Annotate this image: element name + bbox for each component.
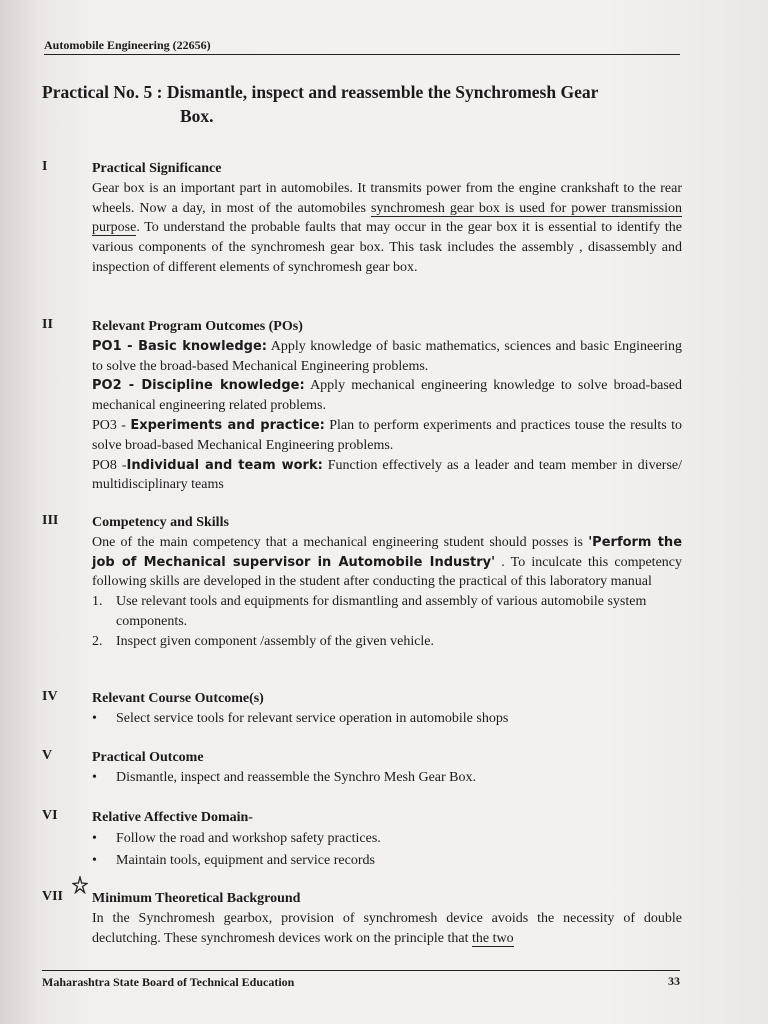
section-paragraph (92, 533, 682, 592)
po3-entry (92, 416, 682, 456)
list-number: 1. (92, 594, 103, 610)
section-heading: Relative Affective Domain- (92, 810, 253, 825)
handwritten-star-mark (72, 876, 88, 899)
section-number: III (42, 513, 59, 528)
section-paragraph (92, 179, 682, 278)
paragraph-text: In the Synchromesh gearbox, provision of synchromesh device avoids the necessity of double declutching. These synchromesh devices work on the principle that (92, 910, 682, 946)
list-item-text: Inspect given component /assembly of the given vehicle. (116, 633, 435, 649)
po8-label: Individual and team work: (126, 457, 323, 473)
section-heading: Practical Significance (92, 161, 222, 176)
po3-prefix: PO3 - (92, 417, 131, 433)
list-item-text: Maintain tools, equipment and service records (116, 852, 375, 868)
bullet-icon: • (92, 830, 97, 846)
po8-prefix: PO8 - (92, 457, 127, 473)
title-line-2: Box. (180, 106, 214, 126)
section-paragraph (92, 909, 682, 949)
section-number: I (42, 159, 48, 174)
section-heading: Minimum Theoretical Background (92, 891, 301, 906)
page-footer (42, 970, 680, 990)
paragraph-text: Gear box is an important part in automobiles. It transmits power from the engine crankshaft to the rear wheels. Now a day, in most of the automobiles (92, 180, 682, 216)
po8-entry (92, 456, 682, 496)
list-item (92, 850, 682, 872)
running-header: Automobile Engineering (22656) (44, 38, 680, 55)
section-number: VII (42, 889, 64, 904)
section-number: IV (42, 689, 58, 704)
underlined-text: synchromesh gear box is used for power transmission purpose (92, 200, 682, 236)
list-item (92, 768, 682, 788)
list-item-text: Dismantle, inspect and reassemble the Synchro Mesh Gear Box. (116, 769, 477, 785)
list-item (92, 709, 682, 729)
section-heading: Relevant Program Outcomes (POs) (92, 319, 303, 334)
po8-text: Function effectively as a leader and team member in diverse/ multidisciplinary teams (92, 457, 682, 493)
po2-label: PO2 - Discipline knowledge: (92, 378, 305, 394)
list-item (92, 592, 682, 632)
section-heading: Relevant Course Outcome(s) (92, 691, 264, 706)
footer-text: Maharashtra State Board of Technical Education (42, 975, 295, 989)
bullet-icon: • (92, 852, 97, 868)
list-item-text: Use relevant tools and equipments for dismantling and assembly of various automobile system components. (116, 594, 647, 629)
po1-entry (92, 337, 682, 377)
section-number: V (42, 748, 53, 763)
competency-statement: 'Perform the job of Mechanical supervisor in Automobile Industry' (92, 534, 683, 570)
page-title (42, 80, 692, 128)
po2-entry (92, 376, 682, 416)
section-number: VI (42, 808, 58, 823)
po2-text: Apply mechanical engineering knowledge to solve broad-based mechanical engineering related problems. (92, 378, 682, 414)
po1-label: PO1 - Basic knowledge: (92, 338, 267, 354)
paragraph-text: . To inculcate this competency following skills are developed in the student after conducting the practical of this laboratory manual (92, 554, 682, 590)
practical-outcome-list (92, 768, 682, 788)
po1-text: Apply knowledge of basic mathematics, sciences and basic Engineering to solve the broad-based Mechanical Engineering problems. (92, 338, 682, 374)
list-item (92, 828, 682, 850)
section-heading: Competency and Skills (92, 515, 229, 530)
list-item-text: Follow the road and workshop safety practices. (116, 830, 381, 846)
list-item (92, 632, 682, 652)
po3-label: Experiments and practice: (130, 417, 325, 433)
list-number: 2. (92, 633, 103, 649)
list-item-text: Select service tools for relevant service operation in automobile shops (116, 710, 509, 726)
course-outcome-list (92, 709, 682, 729)
paragraph-text: One of the main competency that a mechanical engineering student should posses is (92, 534, 589, 550)
po3-text: Plan to perform experiments and practices touse the results to solve broad-based Mechanical Engineering problems. (92, 417, 682, 453)
underlined-text: the two (471, 930, 514, 946)
skills-list (92, 592, 682, 651)
paragraph-text: . To understand the probable faults that may occur in the gear box it is essential to identify the various components of the synchromesh gear box. This task includes the assembly , disassembly and inspection of different elements of synchromesh gear box. (92, 220, 682, 275)
title-line-1: Practical No. 5 : Dismantle, inspect and reassemble the Synchromesh Gear (42, 82, 599, 102)
page-number: 33 (668, 974, 680, 988)
section-heading: Practical Outcome (92, 750, 204, 765)
affective-domain-list (92, 828, 682, 872)
bullet-icon: • (92, 769, 97, 785)
section-number: II (42, 317, 53, 332)
bullet-icon: • (92, 710, 97, 726)
